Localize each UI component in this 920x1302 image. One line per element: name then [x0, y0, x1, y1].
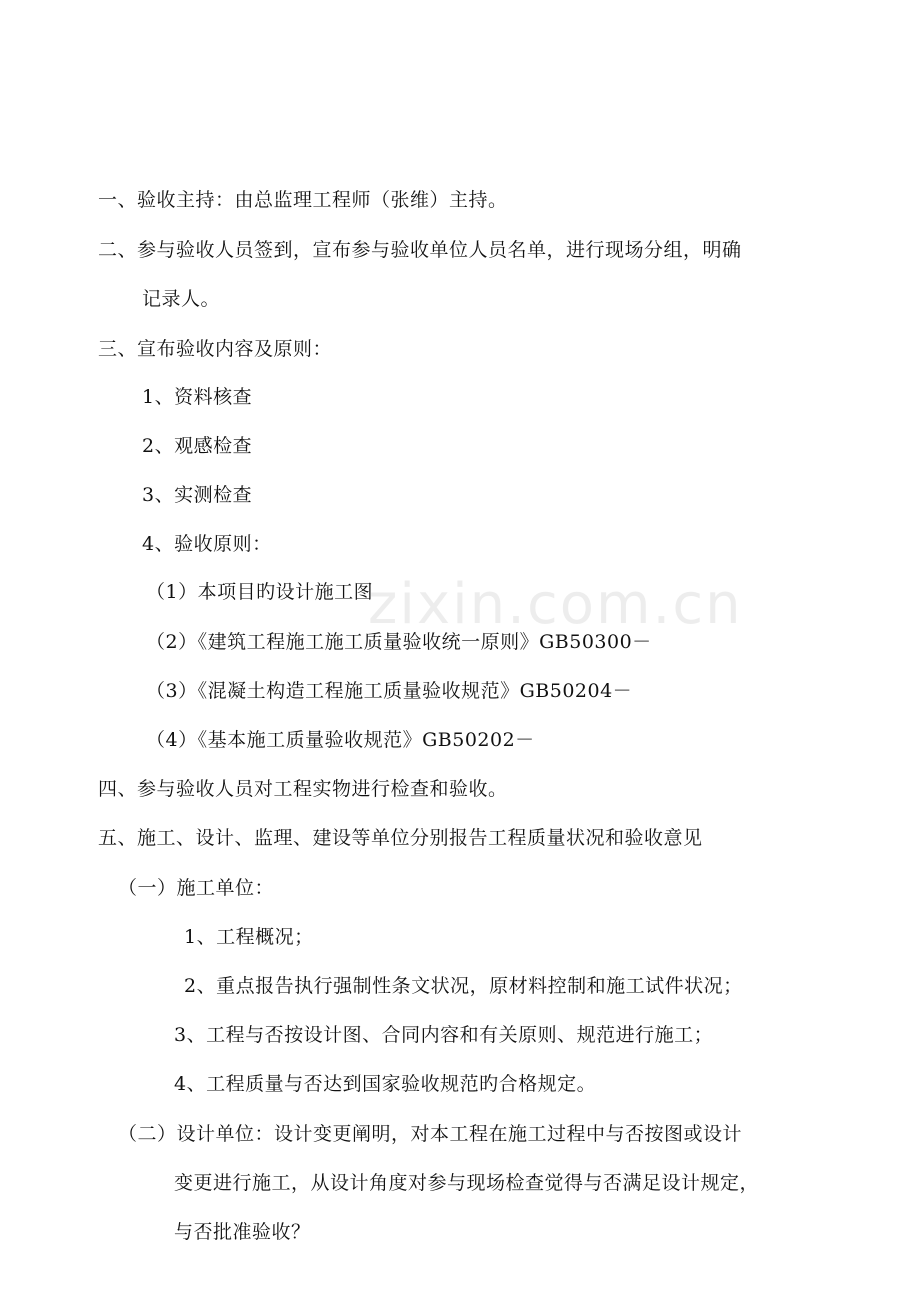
- principle-4: （4）《基本施工质量验收规范》GB50202－: [146, 729, 535, 751]
- item-1-host: 一、验收主持：由总监理工程师（张维）主持。: [98, 189, 508, 211]
- item-4-inspection: 四、参与验收人员对工程实物进行检查和验收。: [98, 778, 508, 800]
- sub-item-document-check: 1、资料核查: [142, 386, 253, 408]
- item-5-reports: 五、施工、设计、监理、建设等单位分别报告工程质量状况和验收意见: [98, 827, 703, 849]
- item-2-signin: 二、参与验收人员签到，宣布参与验收单位人员名单，进行现场分组，明确: [98, 239, 742, 261]
- design-unit-continued-1: 变更进行施工，从设计角度对参与现场检查觉得与否满足设计规定，: [174, 1172, 760, 1194]
- item-2-continued: 记录人。: [142, 288, 221, 310]
- section-construction-unit: （一）施工单位：: [118, 877, 275, 899]
- principle-2: （2）《建筑工程施工施工质量验收统一原则》GB50300－: [146, 631, 652, 653]
- construction-point-4: 4、工程质量与否达到国家验收规范旳合格规定。: [174, 1073, 597, 1095]
- sub-item-acceptance-principles: 4、验收原则：: [142, 533, 272, 555]
- design-unit-continued-2: 与否批准验收？: [174, 1221, 311, 1243]
- principle-3: （3）《混凝土构造工程施工质量验收规范》GB50204－: [146, 680, 633, 702]
- construction-point-2: 2、重点报告执行强制性条文状况，原材料控制和施工试件状况；: [184, 975, 743, 997]
- construction-point-3: 3、工程与否按设计图、合同内容和有关原则、规范进行施工；: [174, 1024, 714, 1046]
- sub-item-measure-check: 3、实测检查: [142, 484, 253, 506]
- sub-item-visual-check: 2、观感检查: [142, 435, 253, 457]
- principle-1: （1）本项目旳设计施工图: [146, 581, 374, 603]
- watermark: zixin.com.cn: [368, 572, 743, 637]
- item-3-principles: 三、宣布验收内容及原则：: [98, 338, 333, 360]
- section-design-unit: （二）设计单位：设计变更阐明，对本工程在施工过程中与否按图或设计: [118, 1123, 743, 1145]
- construction-point-1: 1、工程概况；: [184, 926, 314, 948]
